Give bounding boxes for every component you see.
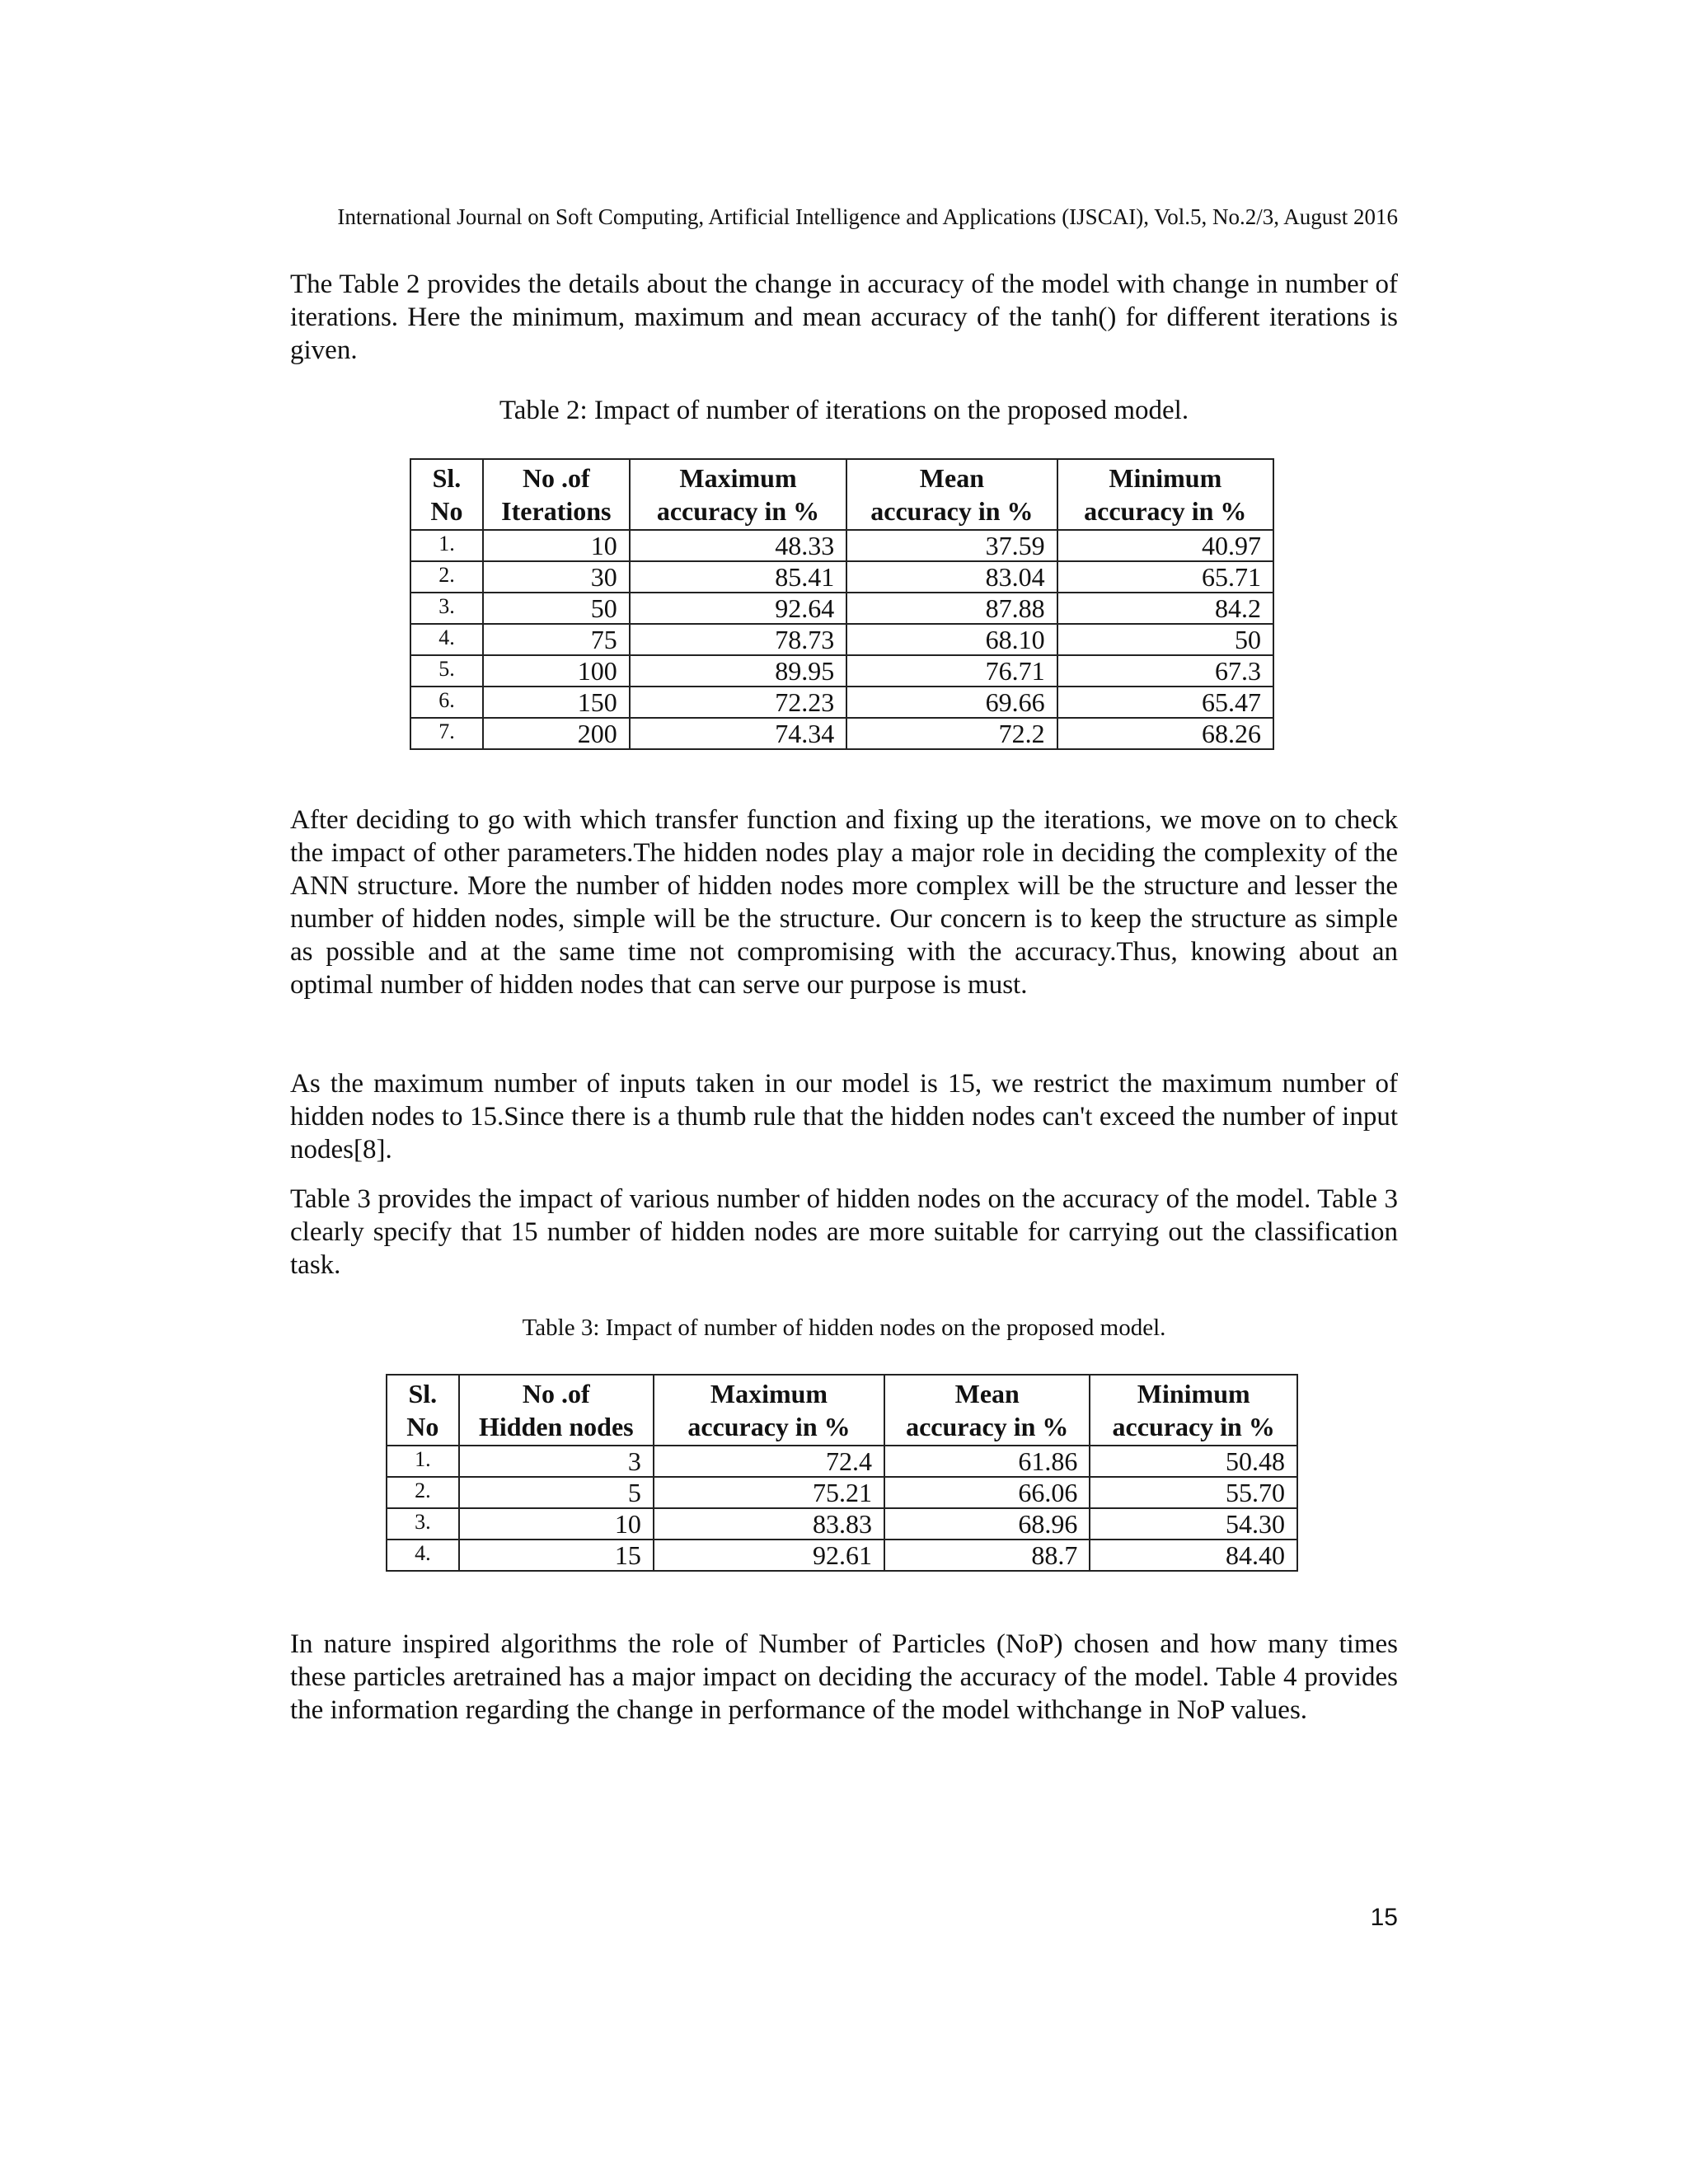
table-row: [410, 718, 1273, 749]
table-cell: 5.: [410, 655, 483, 687]
table-cell: 67.3: [1057, 655, 1273, 687]
table-cell: 4.: [410, 624, 483, 655]
table-cell: 78.73: [630, 624, 846, 655]
table-cell: 150: [483, 687, 630, 718]
table-cell: 68.96: [884, 1508, 1090, 1540]
table-cell: 50: [483, 593, 630, 624]
table3-caption: Table 3: Impact of number of hidden nodes on the proposed model.: [522, 1315, 1166, 1341]
table-cell: 74.34: [630, 718, 846, 749]
table3-header-row: [387, 1375, 1297, 1446]
table-cell: 66.06: [884, 1477, 1090, 1508]
table-cell: 2.: [410, 561, 483, 593]
table2-header-row: [410, 459, 1273, 530]
table-cell: 54.30: [1090, 1508, 1297, 1540]
table-cell: 2.: [387, 1477, 459, 1508]
table2-header-mean-accuracy: Mean accuracy in %: [846, 459, 1057, 530]
table-cell: 88.7: [884, 1540, 1090, 1571]
table-cell: 87.88: [846, 593, 1057, 624]
table-cell: 76.71: [846, 655, 1057, 687]
table-cell: 37.59: [846, 530, 1057, 561]
table-cell: 65.71: [1057, 561, 1273, 593]
table-cell: 92.61: [654, 1540, 884, 1571]
paragraph-table2-intro: The Table 2 provides the details about the change in accuracy of the model with change in number of iterations. Here the minimum, maximum and mean accuracy of the tanh() for different iterations is given.: [290, 269, 1398, 365]
table-row: [410, 655, 1273, 687]
table-cell: 40.97: [1057, 530, 1273, 561]
table-row: [410, 593, 1273, 624]
table-cell: 6.: [410, 687, 483, 718]
table-cell: 72.23: [630, 687, 846, 718]
table-cell: 1.: [387, 1446, 459, 1477]
table-cell: 3: [459, 1446, 654, 1477]
table2-header-max-accuracy: Maximum accuracy in %: [630, 459, 846, 530]
table3-header-hidden-nodes: No .of Hidden nodes: [459, 1375, 654, 1446]
table-cell: 55.70: [1090, 1477, 1297, 1508]
paragraph-nop-intro: In nature inspired algorithms the role of Number of Particles (NoP) chosen and how many times these particles aretrained has a major impact on deciding the accuracy of the model. Table 4 provides the information regarding the change in performance of the model withchange in NoP values.: [290, 1629, 1398, 1725]
paragraph-max-inputs: As the maximum number of inputs taken in our model is 15, we restrict the maximum number of hidden nodes to 15.Since there is a thumb rule that the hidden nodes can't exceed the number of input nodes[8].: [290, 1069, 1398, 1165]
table-cell: 75.21: [654, 1477, 884, 1508]
table3-header-min-accuracy: Minimum accuracy in %: [1090, 1375, 1297, 1446]
table-cell: 84.2: [1057, 593, 1273, 624]
table-row: [410, 530, 1273, 561]
table-cell: 3.: [387, 1508, 459, 1540]
table2-header-min-accuracy: Minimum accuracy in %: [1057, 459, 1273, 530]
table-row: [387, 1540, 1297, 1571]
table3: [386, 1374, 1298, 1572]
table-cell: 69.66: [846, 687, 1057, 718]
table3-header-slno: Sl. No: [387, 1375, 459, 1446]
table-cell: 83.83: [654, 1508, 884, 1540]
table-cell: 72.4: [654, 1446, 884, 1477]
table-cell: 50: [1057, 624, 1273, 655]
running-header: International Journal on Soft Computing, Artificial Intelligence and Applications (IJSCAI), Vol.5, No.2/3, August 2016: [337, 204, 1398, 229]
table-cell: 89.95: [630, 655, 846, 687]
table-cell: 200: [483, 718, 630, 749]
paragraph-table3-intro: Table 3 provides the impact of various number of hidden nodes on the accuracy of the model. Table 3 clearly specify that 15 number of hidden nodes are more suitable for carrying out the classification task.: [290, 1184, 1398, 1280]
table-cell: 85.41: [630, 561, 846, 593]
table-cell: 1.: [410, 530, 483, 561]
table-cell: 10: [483, 530, 630, 561]
table-cell: 5: [459, 1477, 654, 1508]
table-cell: 84.40: [1090, 1540, 1297, 1571]
table-cell: 65.47: [1057, 687, 1273, 718]
table-cell: 3.: [410, 593, 483, 624]
table-cell: 100: [483, 655, 630, 687]
table-cell: 68.10: [846, 624, 1057, 655]
table-cell: 50.48: [1090, 1446, 1297, 1477]
table-row: [410, 624, 1273, 655]
table-cell: 68.26: [1057, 718, 1273, 749]
table-cell: 10: [459, 1508, 654, 1540]
table-cell: 15: [459, 1540, 654, 1571]
table2-header-iterations: No .of Iterations: [483, 459, 630, 530]
table-row: [410, 687, 1273, 718]
table-cell: 61.86: [884, 1446, 1090, 1477]
table-row: [387, 1477, 1297, 1508]
table-row: [387, 1508, 1297, 1540]
table-cell: 72.2: [846, 718, 1057, 749]
table-cell: 48.33: [630, 530, 846, 561]
page-number: 15: [1370, 1904, 1398, 1931]
table-cell: 30: [483, 561, 630, 593]
table-row: [387, 1446, 1297, 1477]
table-cell: 75: [483, 624, 630, 655]
table-cell: 4.: [387, 1540, 459, 1571]
table3-header-max-accuracy: Maximum accuracy in %: [654, 1375, 884, 1446]
table-cell: 92.64: [630, 593, 846, 624]
table3-header-mean-accuracy: Mean accuracy in %: [884, 1375, 1090, 1446]
table2-caption: Table 2: Impact of number of iterations on the proposed model.: [499, 396, 1189, 425]
table-cell: 7.: [410, 718, 483, 749]
table2: [410, 458, 1274, 750]
table-row: [410, 561, 1273, 593]
table2-header-slno: Sl. No: [410, 459, 483, 530]
paragraph-hidden-nodes-intro: After deciding to go with which transfer function and fixing up the iterations, we move on to check the impact of other parameters.The hidden nodes play a major role in deciding the complexity of the ANN structure. More the number of hidden nodes more complex will be the structure and lesser the number of hidden nodes, simple will be the structure. Our concern is to keep the structure as simple as possible and at the same time not compromising with the accuracy.Thus, knowing about an optimal number of hidden nodes that can serve our purpose is must.: [290, 805, 1398, 1000]
table-cell: 83.04: [846, 561, 1057, 593]
